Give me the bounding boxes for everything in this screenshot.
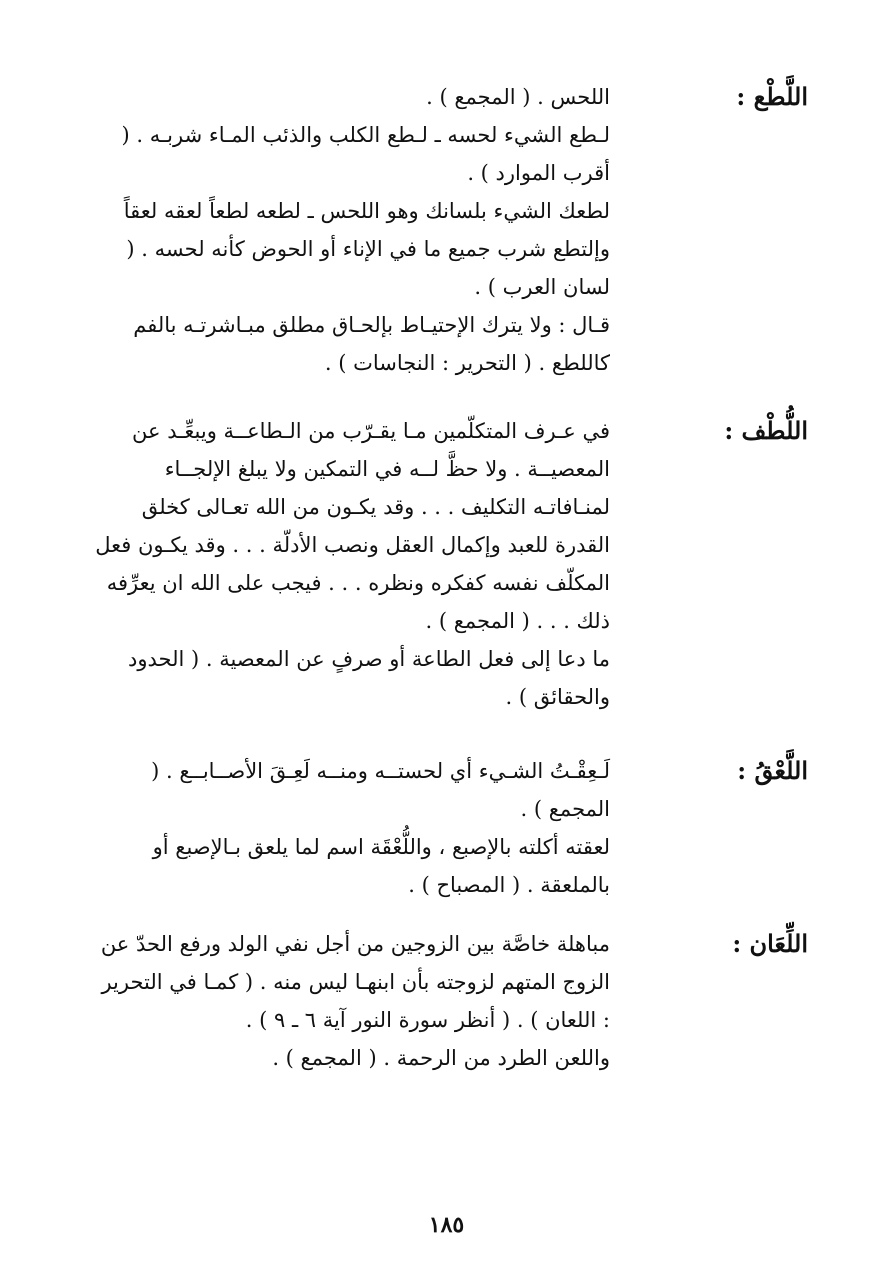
definition-paragraph: قـال : ولا يترك الإحتيـاط بإلحـاق مطلق مبـاشرتـه بالفم كاللطع . ( التحرير : النجاسات ) . xyxy=(133,313,610,375)
definition-paragraph: لعقته أكلته بالإصبع ، واللُّعْقَة اسم لما يلعق بـالإصبع أو بالملعقة . ( المصباح ) . xyxy=(152,835,610,897)
entry-lutf xyxy=(90,412,808,716)
entry-definition xyxy=(90,78,610,382)
definition-paragraph: اللحس . ( المجمع ) . xyxy=(426,85,610,109)
definition-paragraph: مباهلة خاصَّة بين الزوجين من أجل نفي الولد ورفع الحدّ عن الزوج المتهم لزوجته بأن ابنهـا ليس منه . ( كمـا في التحرير : اللعان ) . ( أنظر سورة النور آية ٦ ـ ٩ ) . xyxy=(100,932,610,1032)
definition-paragraph: لـطع الشيء لحسه ـ لـطع الكلب والذئب المـاء شربـه . ( أقرب الموارد ) . xyxy=(121,123,610,185)
page-number: ١٨٥ xyxy=(428,1212,465,1238)
definition-paragraph: في عـرف المتكلّمين مـا يقـرّب من الـطاعــة ويبعِّـد عن المعصيــة . ولا حظَّ لــه في التمكين ولا يبلغ الإلجــاء لمنـافاتـه التكليف . . . وقد يكـون من الله تعـالى كخلق القدرة للعبد وإكمال العقل ونصب الأدلّة . . . وقد يكـون فعل المكلّف نفسه كفكره ونظره . . . فيجب على الله ان يعرِّفه ذلك . . . ( المجمع ) . xyxy=(95,419,610,633)
entry-definition xyxy=(90,925,610,1077)
entry-lat xyxy=(90,78,808,382)
entry-laq xyxy=(90,752,808,904)
entry-term: اللَّطْع : xyxy=(736,82,808,111)
entry-term: اللِّعَان : xyxy=(732,929,808,958)
definition-paragraph: لطعك الشيء بلسانك وهو اللحس ـ لطعه لطعاً لعقه لعقاً وإلتطع شرب جميع ما في الإناء أو الحوض كأنه لحسه . ( لسان العرب ) . xyxy=(123,199,610,299)
definition-paragraph: لَـعِقْـتُ الشـيء أي لحستــه ومنــه لَعِـقَ الأصــابــع . ( المجمع ) . xyxy=(151,759,610,821)
entry-definition xyxy=(90,412,610,716)
entry-term: اللَّعْقُ : xyxy=(737,756,808,785)
entry-term: اللُّطْف : xyxy=(724,416,808,445)
definition-paragraph: واللعن الطرد من الرحمة . ( المجمع ) . xyxy=(272,1046,610,1070)
entry-definition xyxy=(90,752,610,904)
definition-paragraph: ما دعا إلى فعل الطاعة أو صرفٍ عن المعصية . ( الحدود والحقائق ) . xyxy=(128,647,610,709)
entry-lian xyxy=(90,925,808,1077)
